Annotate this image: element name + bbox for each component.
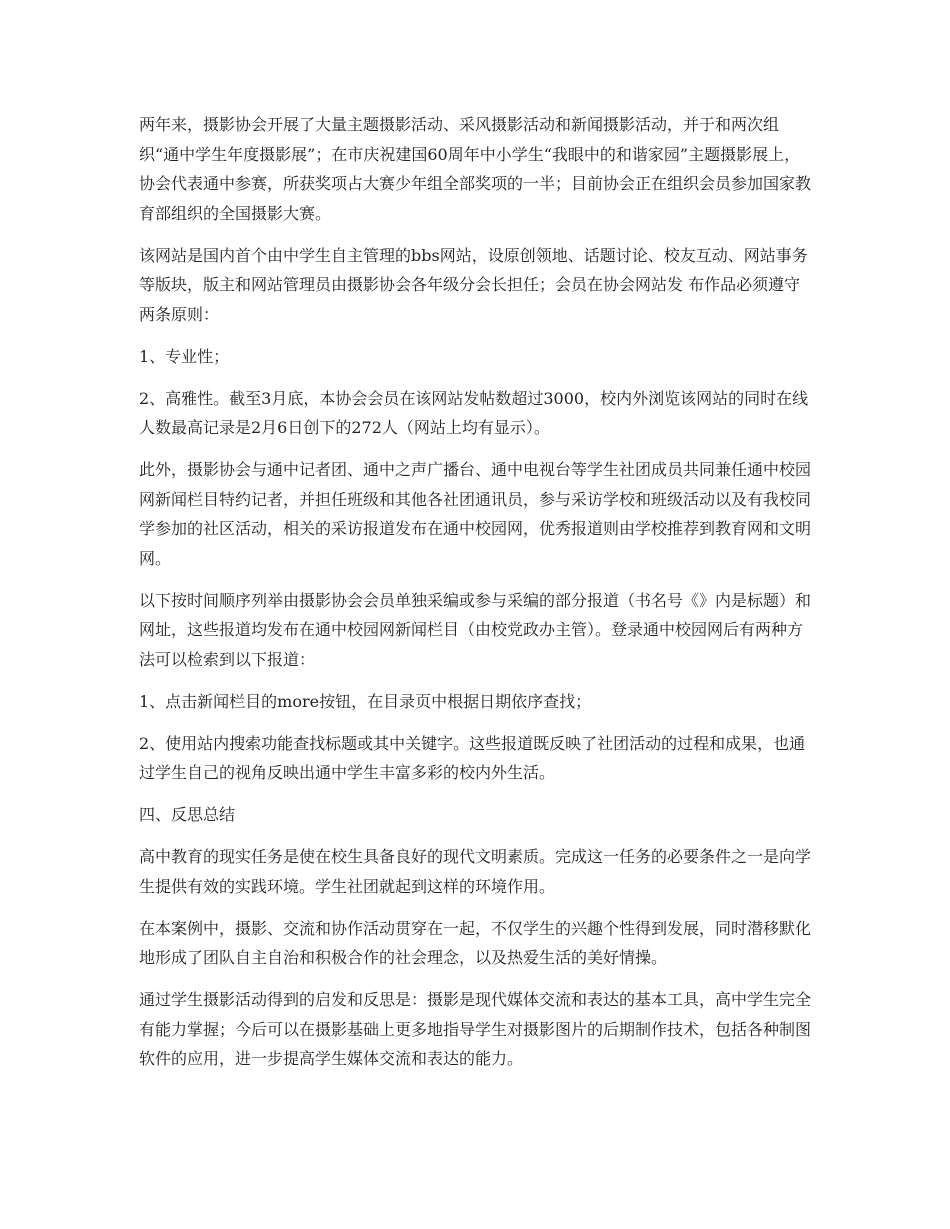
paragraph-reporters: 此外，摄影协会与通中记者团、通中之声广播台、通中电视台等学生社团成员共同兼任通中校园网新闻栏目特约记者，并担任班级和其他各社团通讯员，参与采访学校和班级活动以及有我校同学参加的社区活动，相关的采访报道发布在通中校园网，优秀报道则由学校推荐到教育网和文明网。 <box>139 460 812 568</box>
document-body <box>139 110 811 1086</box>
paragraph-activities: 两年来，摄影协会开展了大量主题摄影活动、采风摄影活动和新闻摄影活动，并于和两次组织“通中学生年度摄影展”；在市庆祝建国60周年中小学生“我眼中的和谐家园”主题摄影展上，协会代表通中参赛，所获奖项占大赛少年组全部奖项的一半；目前协会正在组织会员参加国家教育部组织的全国摄影大赛。 <box>139 115 812 223</box>
paragraph-website-intro: 该网站是国内首个由中学生自主管理的bbs网站，设原创领地、话题讨论、校友互动、网站事务等版块，版主和网站管理员由摄影协会各年级分会长担任；会员在协会网站发 布作品必须遵守两条原则： <box>139 245 808 324</box>
paragraph-reflection: 通过学生摄影活动得到的启发和反思是：摄影是现代媒体交流和表达的基本工具，高中学生完全有能力掌握；今后可以在摄影基础上更多地指导学生对摄影图片的后期制作技术，包括各种制图软件的应用，进一步提高学生媒体交流和表达的能力。 <box>139 990 812 1068</box>
paragraph-method-1: 1、点击新闻栏目的more按钮，在目录页中根据日期依序查找； <box>139 691 592 711</box>
paragraph-education-task: 高中教育的现实任务是使在校生具备良好的现代文明素质。完成这一任务的必要条件之一是向学生提供有效的实践环境。学生社团就起到这样的环境作用。 <box>139 847 812 896</box>
paragraph-case-summary: 在本案例中，摄影、交流和协作活动贯穿在一起，不仅学生的兴趣个性得到发展，同时潜移默化地形成了团队自主自治和积极合作的社会理念，以及热爱生活的美好情操。 <box>139 918 812 967</box>
paragraph-method-2: 2、使用站内搜索功能查找标题或其中关键字。这些报道既反映了社团活动的过程和成果，也通过学生自己的视角反映出通中学生丰富多彩的校内外生活。 <box>139 733 806 782</box>
paragraph-reports-list-intro: 以下按时间顺序列举由摄影协会会员单独采编或参与采编的部分报道（书名号《》内是标题）和网址，这些报道均发布在通中校园网新闻栏目（由校党政办主管）。登录通中校园网后有两种方法可以检索到以下报道： <box>139 590 812 669</box>
section-heading-reflection: 四、反思总结 <box>139 805 236 824</box>
paragraph-principle-1: 1、专业性； <box>139 346 230 366</box>
paragraph-principle-2: 2、高雅性。截至3月底，本协会会员在该网站发帖数超过3000，校内外浏览该网站的同时在线人数最高记录是2月6日创下的272人（网站上均有显示）。 <box>139 388 809 437</box>
